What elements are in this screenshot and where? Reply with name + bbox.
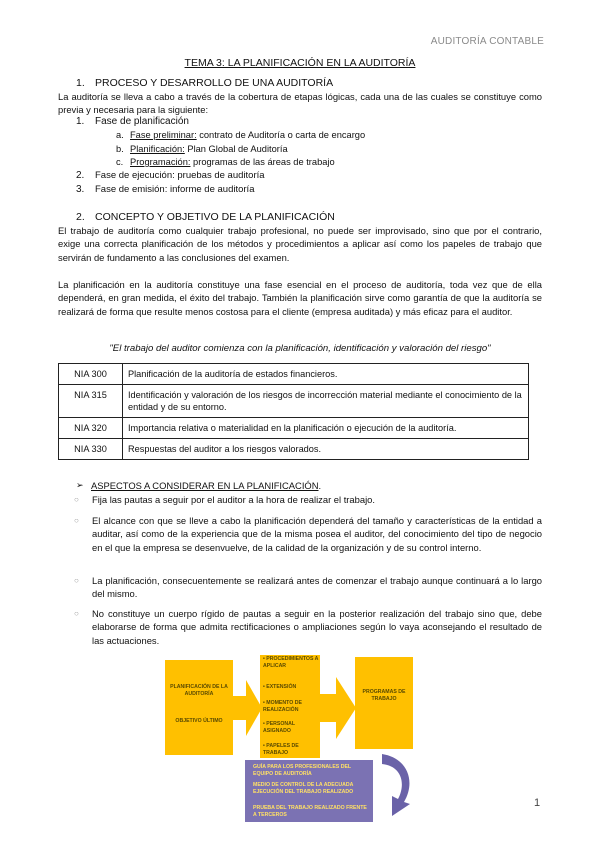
nia-description: Importancia relativa o materialidad en la planificación o ejecución de la auditoría. [123, 418, 529, 439]
nia-code: NIA 320 [59, 418, 123, 439]
subitem-a [130, 130, 365, 140]
subitem-b [130, 144, 288, 154]
element-item: • PERSONAL ASIGNADO [263, 721, 295, 734]
aspects-heading-line [91, 480, 321, 491]
section2-paragraph-1: El trabajo de auditoría como cualquier trabajo profesional, no puede ser improvisado, sino que por el contrario, exige una correcta planificación de los métodos y procedimientos a aplicar así como los papeles de trabajo que servirán de fundamento a las conclusiones del examen. [58, 225, 542, 263]
purpose-item: GUÍA PARA LOS PROFESIONALES DEL EQUIPO DE AUDITORÍA [253, 764, 351, 777]
purpose-item: MEDIO DE CONTROL DE LA ADECUADA EJECUCIÓN DEL TRABAJO REALIZADO [253, 782, 354, 795]
section1-number: 1. [76, 77, 85, 89]
phase-2-label: Fase de ejecución: pruebas de auditoría [95, 170, 265, 181]
phase-1-number: 1. [76, 116, 85, 127]
element-item: • EXTENSIÓN [263, 684, 297, 690]
subitem-c-letter: c. [116, 157, 124, 167]
box-work-programs [355, 657, 413, 749]
subitem-a-term: Fase preliminar: [130, 130, 197, 140]
table-row [59, 439, 529, 460]
nia-description: Respuestas del auditor a los riesgos valorados. [123, 439, 529, 460]
element-item: • PROCEDIMIENTOS A APLICAR [263, 656, 319, 669]
table-row [59, 385, 529, 418]
purpose-item: PRUEBA DEL TRABAJO REALIZADO FRENTE A TERCEROS [253, 805, 367, 818]
arrow-bullet-icon: ➢ [76, 480, 84, 490]
nia-table [58, 363, 529, 460]
table-row [59, 418, 529, 439]
curved-arrow-icon [378, 752, 418, 818]
circle-bullet-icon: ○ [74, 516, 79, 525]
nia-description: Identificación y valoración de los riesgos de incorrección material mediante el conocimiento de la entidad y de su entorno. [123, 385, 529, 418]
subitem-c-text: programas de las áreas de trabajo [190, 157, 335, 167]
box-planning-audit [165, 660, 233, 755]
nia-code: NIA 330 [59, 439, 123, 460]
subitem-b-term: Planificación: [130, 144, 185, 154]
page-number: 1 [534, 797, 541, 809]
element-item: • PAPELES DE TRABAJO [263, 743, 299, 756]
subitem-c [130, 157, 335, 167]
circle-bullet-icon: ○ [74, 495, 79, 504]
planning-diagram [160, 655, 420, 845]
aspect-item-4: No constituye un cuerpo rígido de pautas a seguir en la posterior realización del trabajo sino que, debe elaborarse de forma que admita rectificaciones o ampliaciones según lo vaya aconsejando el resultado de las actuaciones. [92, 608, 542, 646]
subitem-b-letter: b. [116, 144, 124, 154]
section2-quote: "El trabajo del auditor comienza con la planificación, identificación y valoración del riesgo" [109, 343, 491, 354]
nia-description: Planificación de la auditoría de estados financieros. [123, 364, 529, 385]
phase-1-label: Fase de planificación [95, 116, 189, 127]
phase-2-number: 2. [76, 170, 85, 181]
aspect-item-1: Fija las pautas a seguir por el auditor a la hora de realizar el trabajo. [92, 494, 375, 505]
aspect-item-2: El alcance con que se lleve a cabo la planificación dependerá del tamaño y características de la entidad a auditar, así como de la experiencia que de la misma posea el auditor, del conocimiento del tipo de negocio en el que la empresa se desenvuelve, de la calidad de la organización y de su control interno. [92, 515, 542, 553]
section1-heading: PROCESO Y DESARROLLO DE UNA AUDITORÍA [95, 77, 334, 89]
box-planning-elements [260, 655, 320, 758]
right-arrow-icon [318, 677, 356, 739]
aspects-heading-suffix: . [318, 480, 322, 491]
subitem-a-letter: a. [116, 130, 124, 140]
circle-bullet-icon: ○ [74, 576, 79, 585]
element-item: • MOMENTO DE REALIZACIÓN [263, 700, 302, 713]
purple-purpose-box [245, 760, 373, 822]
running-header: AUDITORÍA CONTABLE [430, 36, 544, 47]
subitem-a-text: contrato de Auditoría o carta de encargo [196, 130, 366, 140]
section2-number: 2. [76, 211, 85, 223]
phase-3-number: 3. [76, 184, 85, 195]
subitem-c-term: Programación: [130, 157, 191, 167]
table-row [59, 364, 529, 385]
box-planning-audit-title: PLANIFICACIÓN DE LA AUDITORÍA [170, 684, 228, 697]
section2-paragraph-2: La planificación en la auditoría constituye una fase esencial en el proceso de auditoría, toda vez que de ella dependerá, en gran medida, el éxito del trabajo. También la planificación sirve como garantía de que la auditoría se realizará de forma que resulte menos costosa para el cliente (empresa auditada) y más eficaz para el auditor. [58, 279, 542, 317]
section1-intro: La auditoría se lleva a cabo a través de la cobertura de etapas lógicas, cada una de las cuales se constituye como previa y necesaria para la siguiente: [58, 91, 542, 116]
nia-code: NIA 300 [59, 364, 123, 385]
circle-bullet-icon: ○ [74, 609, 79, 618]
aspect-item-3: La planificación, consecuentemente se realizará antes de comenzar el trabajo aunque continuará a lo largo del mismo. [92, 575, 542, 600]
phase-3-label: Fase de emisión: informe de auditoría [95, 184, 255, 195]
section2-heading: CONCEPTO Y OBJETIVO DE LA PLANIFICACIÓN [95, 211, 335, 223]
subitem-b-text: Plan Global de Auditoría [184, 144, 288, 154]
nia-code: NIA 315 [59, 385, 123, 418]
box-work-programs-label: PROGRAMAS DE TRABAJO [362, 689, 406, 702]
box-planning-audit-objective: OBJETIVO ÚLTIMO [175, 718, 223, 724]
aspects-heading: ASPECTOS A CONSIDERAR EN LA PLANIFICACIÓN [91, 480, 319, 491]
document-title: TEMA 3: LA PLANIFICACIÓN EN LA AUDITORÍA [184, 57, 416, 69]
right-arrow-icon [232, 680, 262, 736]
